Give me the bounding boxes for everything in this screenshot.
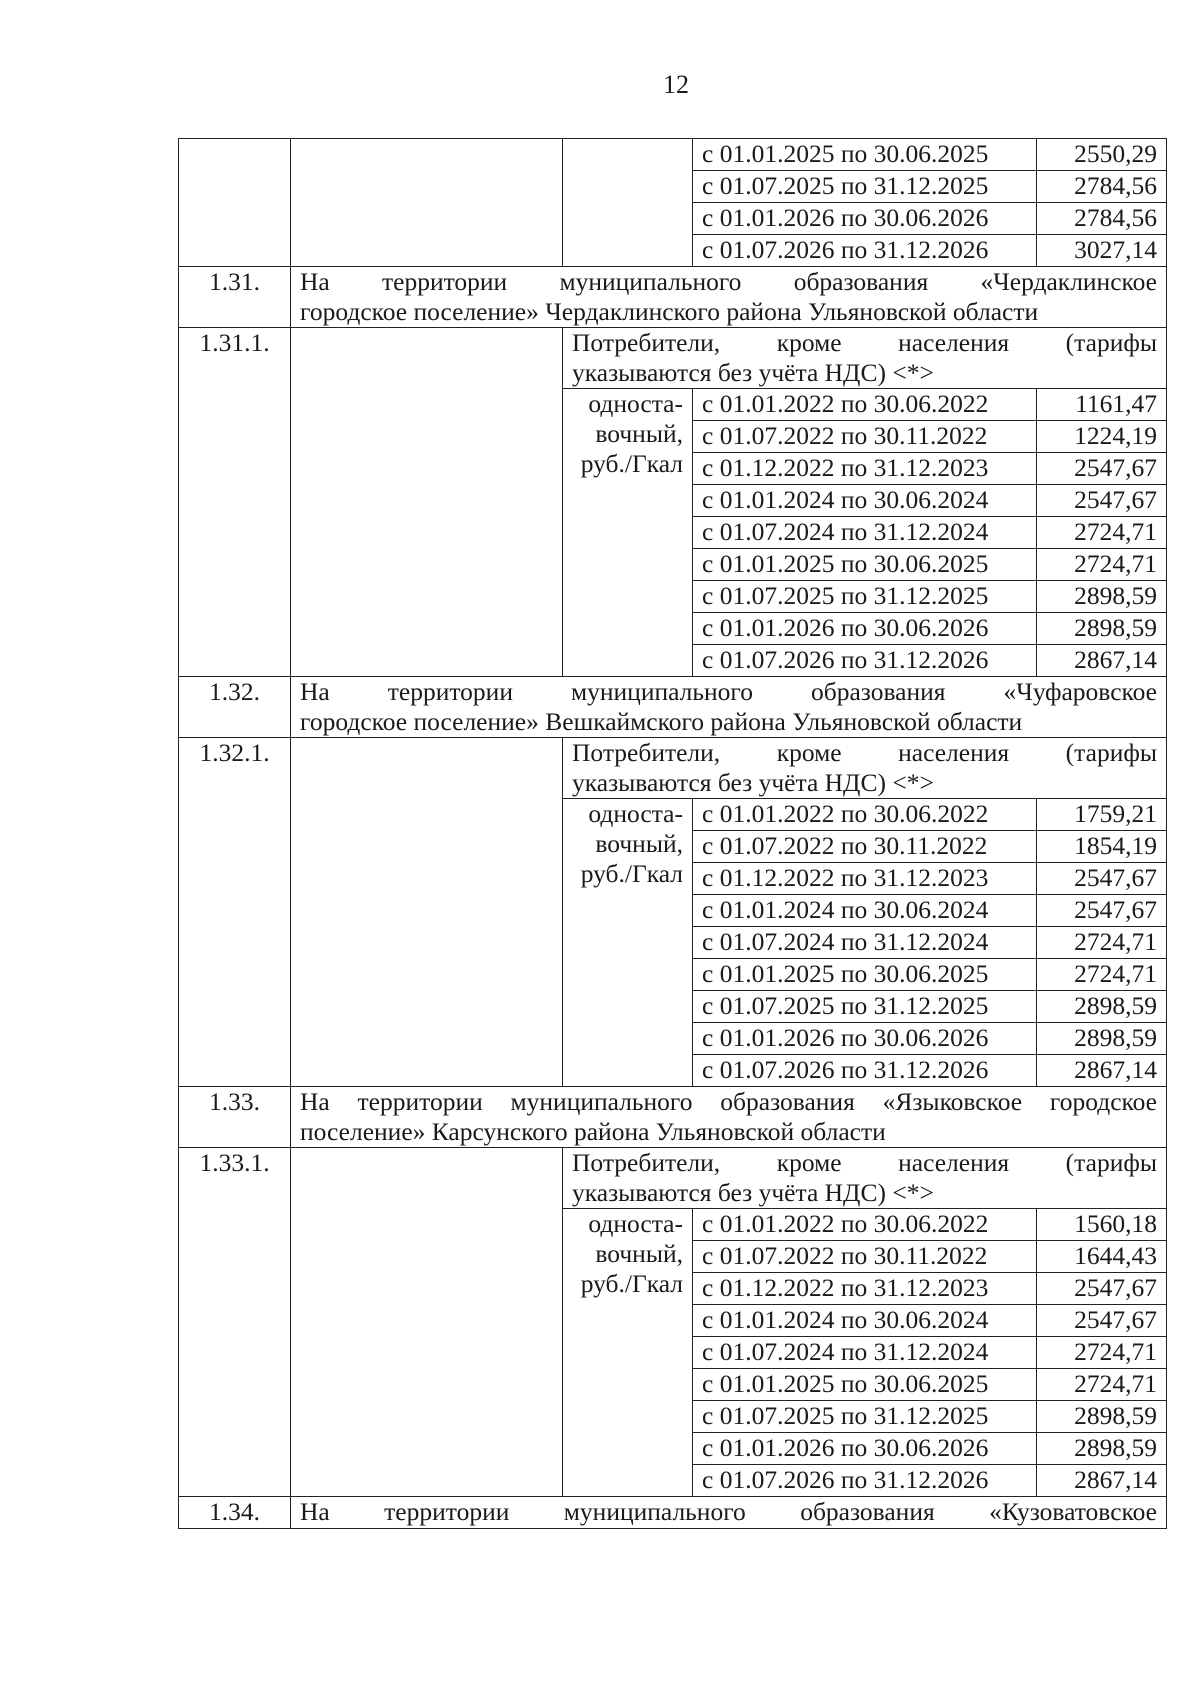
- period-cell: с 01.07.2024 по 31.12.2024: [693, 1337, 1037, 1369]
- tariff-value-cell: 2547,67: [1037, 1273, 1167, 1305]
- tariff-value-cell: 1161,47: [1037, 389, 1167, 421]
- period-cell: с 01.07.2022 по 30.11.2022: [693, 1241, 1037, 1273]
- tariff-value-cell: 2724,71: [1037, 959, 1167, 991]
- period-cell: с 01.01.2025 по 30.06.2025: [693, 549, 1037, 581]
- period-cell: с 01.01.2024 по 30.06.2024: [693, 485, 1037, 517]
- tariff-value-cell: 2898,59: [1037, 613, 1167, 645]
- number-cell-empty: [179, 139, 291, 267]
- period-cell: с 01.12.2022 по 31.12.2023: [693, 863, 1037, 895]
- table-row: [179, 738, 1167, 799]
- period-cell: с 01.07.2026 по 31.12.2026: [693, 1055, 1037, 1087]
- table-row: [179, 328, 1167, 389]
- period-cell: с 01.07.2025 по 31.12.2025: [693, 171, 1037, 203]
- table-row: [179, 1087, 1167, 1148]
- consumer-group-line: Потребители, кроме населения (тарифы: [572, 738, 1157, 767]
- section-description: [291, 267, 1167, 328]
- section-description: [291, 1497, 1167, 1529]
- consumer-group-line: Потребители, кроме населения (тарифы: [572, 1148, 1157, 1177]
- tariff-value-cell: 2898,59: [1037, 1023, 1167, 1055]
- table-row: [179, 1497, 1167, 1529]
- period-cell: с 01.07.2025 по 31.12.2025: [693, 581, 1037, 613]
- table-row: [179, 267, 1167, 328]
- period-cell: с 01.07.2026 по 31.12.2026: [693, 645, 1037, 677]
- period-cell: с 01.01.2022 по 30.06.2022: [693, 389, 1037, 421]
- subsection-number: 1.31.1.: [179, 328, 291, 677]
- period-cell: с 01.07.2024 по 31.12.2024: [693, 927, 1037, 959]
- period-cell: с 01.01.2026 по 30.06.2026: [693, 1433, 1037, 1465]
- section-number: 1.33.: [179, 1087, 291, 1148]
- tariff-value-cell: 2867,14: [1037, 645, 1167, 677]
- name-cell-empty: [291, 1148, 563, 1497]
- tariff-value-cell: 2724,71: [1037, 927, 1167, 959]
- page-number: 12: [663, 70, 689, 99]
- tariff-type-cell: [563, 1209, 693, 1497]
- period-cell: с 01.07.2024 по 31.12.2024: [693, 517, 1037, 549]
- table-row: [179, 677, 1167, 738]
- period-cell: с 01.01.2022 по 30.06.2022: [693, 1209, 1037, 1241]
- name-cell-empty: [291, 738, 563, 1087]
- tariff-value-cell: 2547,67: [1037, 863, 1167, 895]
- type-cell-empty: [563, 139, 693, 267]
- tariff-value-cell: 2547,67: [1037, 485, 1167, 517]
- period-cell: с 01.01.2026 по 30.06.2026: [693, 613, 1037, 645]
- section-description-line: городское поселение» Вешкаймского района Ульяновской области: [300, 707, 1023, 736]
- section-number: 1.32.: [179, 677, 291, 738]
- section-description-line: На территории муниципального образования «Кузоватовское: [300, 1497, 1157, 1526]
- tariff-value-cell: 2898,59: [1037, 1401, 1167, 1433]
- section-number: 1.34.: [179, 1497, 291, 1529]
- tariff-value-cell: 2724,71: [1037, 1369, 1167, 1401]
- tariff-value-cell: 1644,43: [1037, 1241, 1167, 1273]
- tariff-type-line: вочный,: [595, 829, 683, 858]
- tariff-value-cell: 2898,59: [1037, 991, 1167, 1023]
- tariff-value-cell: 2867,14: [1037, 1465, 1167, 1497]
- tariff-table: [178, 138, 1167, 1529]
- tariff-type-line: односта-: [588, 1209, 683, 1238]
- period-cell: с 01.01.2025 по 30.06.2025: [693, 959, 1037, 991]
- tariff-type-line: руб./Гкал: [580, 859, 683, 888]
- table-row: [179, 139, 1167, 171]
- tariff-type-cell: [563, 389, 693, 677]
- tariff-value-cell: 1854,19: [1037, 831, 1167, 863]
- period-cell: с 01.12.2022 по 31.12.2023: [693, 1273, 1037, 1305]
- period-cell: с 01.07.2026 по 31.12.2026: [693, 1465, 1037, 1497]
- name-cell-empty: [291, 139, 563, 267]
- consumer-group: [563, 328, 1167, 389]
- tariff-value-cell: 2547,67: [1037, 1305, 1167, 1337]
- section-description-line: городское поселение» Чердаклинского района Ульяновской области: [300, 297, 1039, 326]
- name-cell-empty: [291, 328, 563, 677]
- tariff-value-cell: 2724,71: [1037, 549, 1167, 581]
- tariff-type-line: вочный,: [595, 419, 683, 448]
- section-number: 1.31.: [179, 267, 291, 328]
- tariff-type-line: вочный,: [595, 1239, 683, 1268]
- tariff-type-line: руб./Гкал: [580, 1269, 683, 1298]
- tariff-type-line: руб./Гкал: [580, 449, 683, 478]
- consumer-group-line: указываются без учёта НДС) <*>: [572, 358, 934, 387]
- period-cell: с 01.01.2026 по 30.06.2026: [693, 203, 1037, 235]
- period-cell: с 01.01.2022 по 30.06.2022: [693, 799, 1037, 831]
- tariff-table-body: [179, 139, 1167, 1497]
- tariff-value-cell: 1224,19: [1037, 421, 1167, 453]
- tariff-value-cell: 1759,21: [1037, 799, 1167, 831]
- period-cell: с 01.07.2022 по 30.11.2022: [693, 831, 1037, 863]
- tariff-value-cell: 2724,71: [1037, 1337, 1167, 1369]
- tariff-value-cell: 1560,18: [1037, 1209, 1167, 1241]
- consumer-group-line: указываются без учёта НДС) <*>: [572, 768, 934, 797]
- tariff-value-cell: 2784,56: [1037, 171, 1167, 203]
- tariff-type-line: односта-: [588, 799, 683, 828]
- period-cell: с 01.07.2022 по 30.11.2022: [693, 421, 1037, 453]
- period-cell: с 01.01.2025 по 30.06.2025: [693, 139, 1037, 171]
- section-description-line: На территории муниципального образования «Языковское городское: [300, 1087, 1157, 1116]
- tariff-type-cell: [563, 799, 693, 1087]
- period-cell: с 01.01.2024 по 30.06.2024: [693, 895, 1037, 927]
- tariff-value-cell: 2784,56: [1037, 203, 1167, 235]
- tariff-value-cell: 2867,14: [1037, 1055, 1167, 1087]
- period-cell: с 01.01.2026 по 30.06.2026: [693, 1023, 1037, 1055]
- consumer-group-line: указываются без учёта НДС) <*>: [572, 1178, 934, 1207]
- period-cell: с 01.12.2022 по 31.12.2023: [693, 453, 1037, 485]
- subsection-number: 1.33.1.: [179, 1148, 291, 1497]
- period-cell: с 01.07.2026 по 31.12.2026: [693, 235, 1037, 267]
- section-description: [291, 677, 1167, 738]
- tariff-value-cell: 2898,59: [1037, 581, 1167, 613]
- section-description: [291, 1087, 1167, 1148]
- tariff-value-cell: 2547,67: [1037, 895, 1167, 927]
- subsection-number: 1.32.1.: [179, 738, 291, 1087]
- tariff-value-cell: 2547,67: [1037, 453, 1167, 485]
- section-description-line: На территории муниципального образования «Чуфаровское: [300, 677, 1157, 706]
- consumer-group-line: Потребители, кроме населения (тарифы: [572, 328, 1157, 357]
- tariff-table-tail: [179, 1497, 1167, 1529]
- section-description-line: На территории муниципального образования «Чердаклинское: [300, 267, 1157, 296]
- period-cell: с 01.01.2024 по 30.06.2024: [693, 1305, 1037, 1337]
- section-description-line: поселение» Карсунского района Ульяновской области: [300, 1117, 886, 1146]
- consumer-group: [563, 1148, 1167, 1209]
- tariff-value-cell: 2898,59: [1037, 1433, 1167, 1465]
- tariff-value-cell: 2724,71: [1037, 517, 1167, 549]
- consumer-group: [563, 738, 1167, 799]
- tariff-type-line: односта-: [588, 389, 683, 418]
- tariff-value-cell: 2550,29: [1037, 139, 1167, 171]
- table-row: [179, 1148, 1167, 1209]
- period-cell: с 01.07.2025 по 31.12.2025: [693, 1401, 1037, 1433]
- period-cell: с 01.07.2025 по 31.12.2025: [693, 991, 1037, 1023]
- tariff-value-cell: 3027,14: [1037, 235, 1167, 267]
- period-cell: с 01.01.2025 по 30.06.2025: [693, 1369, 1037, 1401]
